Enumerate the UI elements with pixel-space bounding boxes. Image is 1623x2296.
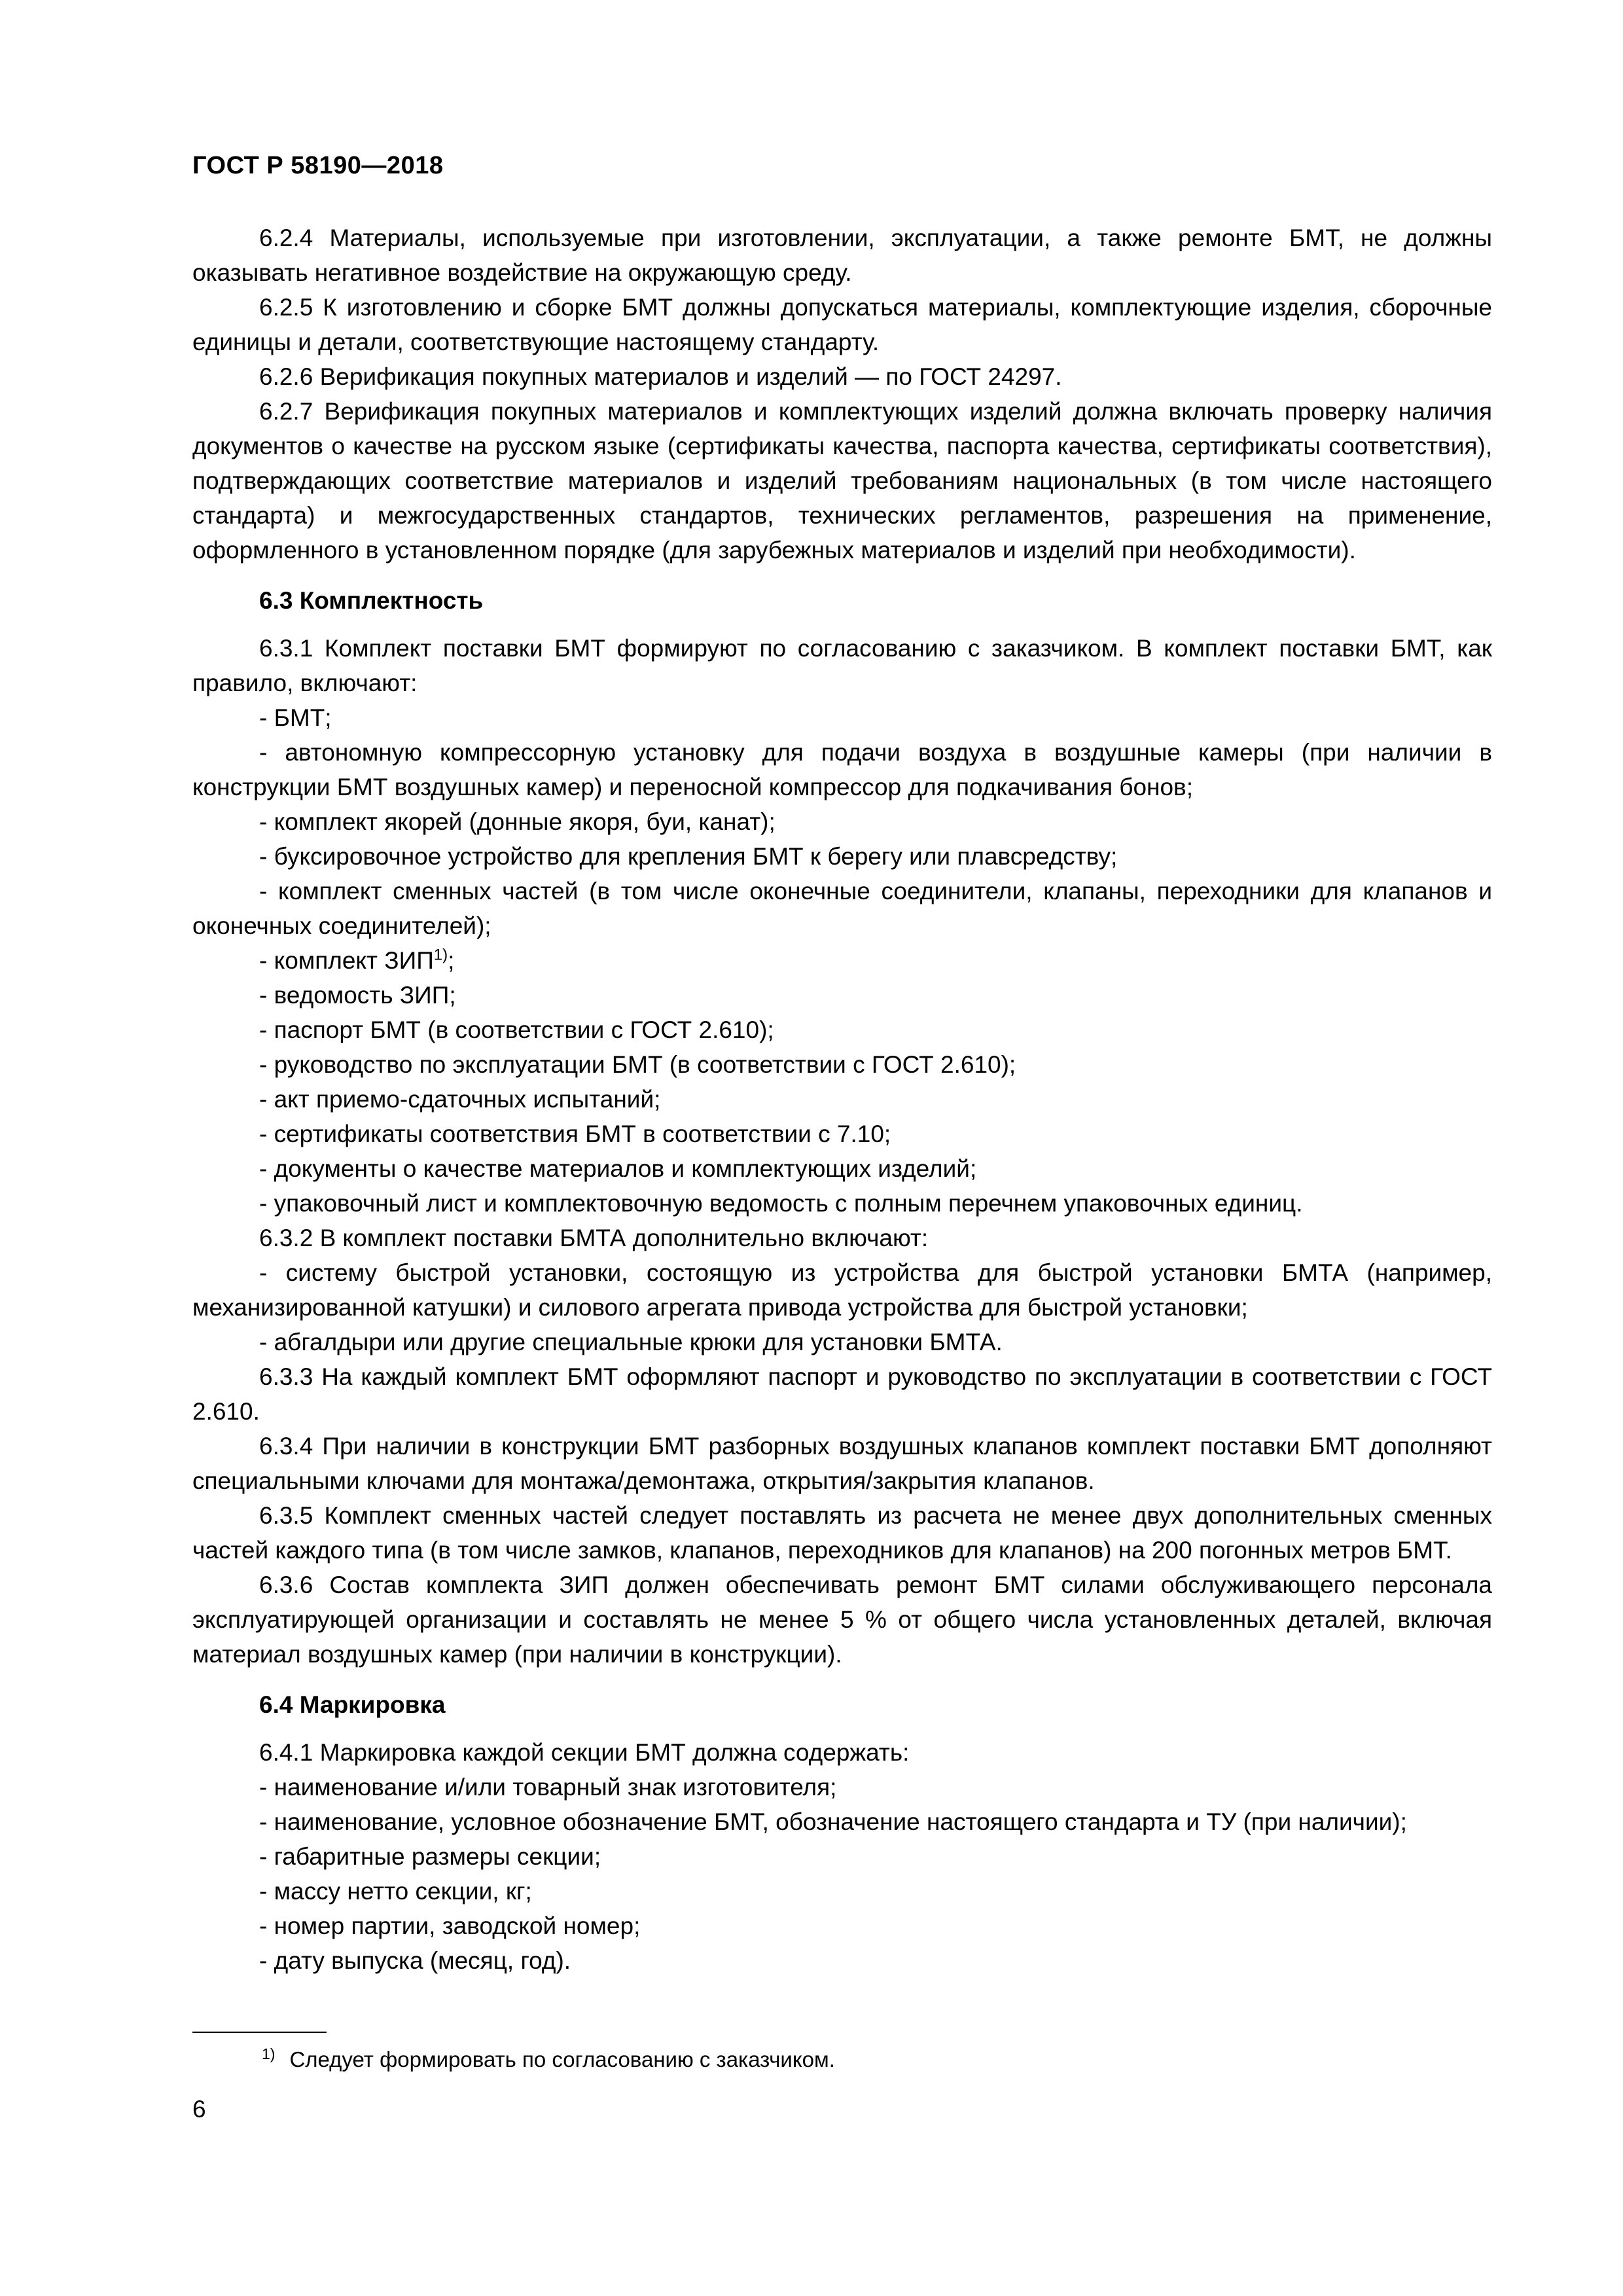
- paragraph-6-2-7: 6.2.7 Верификация покупных материалов и комплектующих изделий должна включать проверку наличия документов о качестве на русском языке (сертификаты качества, паспорта качества, сертификаты соответствия), подтверждающих соответствие материалов и изделий требованиям национальных (в том числе настоящего стандарта) и межгосударственных стандартов, технических регламентов, разрешения на применение, оформленного в установленном порядке (для зарубежных материалов и изделий при необходимости).: [192, 398, 1492, 564]
- paragraph-6-2-4: 6.2.4 Материалы, используемые при изготовлении, эксплуатации, а также ремонте БМТ, не должны оказывать негативное воздействие на окружающую среду.: [192, 224, 1492, 286]
- footnote-reference[interactable]: 1): [433, 946, 448, 964]
- section-heading-6-4: 6.4 Маркировка: [259, 1691, 446, 1718]
- list-item: - габаритные размеры секции;: [259, 1843, 601, 1870]
- paragraph-6-4-1: 6.4.1 Маркировка каждой секции БМТ должна содержать:: [259, 1739, 910, 1766]
- footnote-divider: [192, 2032, 327, 2033]
- list-item: - БМТ;: [259, 704, 332, 731]
- list-item: - ведомость ЗИП;: [259, 982, 456, 1009]
- footnote: [262, 2047, 835, 2072]
- page-body: [192, 221, 1492, 1978]
- list-item: - упаковочный лист и комплектовочную ведомость с полным перечнем упаковочных единиц.: [259, 1190, 1303, 1217]
- footnote-text: Следует формировать по согласованию с заказчиком.: [289, 2047, 835, 2072]
- list-item-zip-end: ;: [448, 947, 455, 974]
- paragraph-6-3-2: 6.3.2 В комплект поставки БМТА дополнительно включают:: [259, 1225, 929, 1251]
- list-item: - абгалдыри или другие специальные крюки для установки БМТА.: [259, 1329, 1003, 1355]
- list-item: - акт приемо-сдаточных испытаний;: [259, 1086, 661, 1113]
- document-header: ГОСТ Р 58190—2018: [192, 152, 444, 179]
- list-item: - документы о качестве материалов и комплектующих изделий;: [259, 1155, 977, 1182]
- list-item: - номер партии, заводской номер;: [259, 1912, 641, 1939]
- list-item: - наименование, условное обозначение БМТ, обозначение настоящего стандарта и ТУ (при наличии);: [259, 1808, 1407, 1835]
- list-item: - наименование и/или товарный знак изготовителя;: [259, 1774, 837, 1801]
- list-item: - автономную компрессорную установку для подачи воздуха в воздушные камеры (при наличии в конструкции БМТ воздушных камер) и переносной компрессор для подкачивания бонов;: [192, 739, 1492, 800]
- list-item: - систему быстрой установки, состоящую из устройства для быстрой установки БМТА (например, механизированной катушки) и силового агрегата привода устройства для быстрой установки;: [192, 1259, 1492, 1321]
- footnote-mark: 1): [262, 2045, 276, 2062]
- paragraph-6-2-6: 6.2.6 Верификация покупных материалов и изделий — по ГОСТ 24297.: [259, 363, 1062, 390]
- list-item: - комплект якорей (донные якоря, буи, канат);: [259, 808, 776, 835]
- paragraph-6-2-5: 6.2.5 К изготовлению и сборке БМТ должны допускаться материалы, комплектующие изделия, сборочные единицы и детали, соответствующие настоящему стандарту.: [192, 294, 1492, 355]
- page-number: 6: [192, 2096, 206, 2123]
- list-item: - паспорт БМТ (в соответствии с ГОСТ 2.610);: [259, 1016, 774, 1043]
- paragraph-6-3-3: 6.3.3 На каждый комплект БМТ оформляют паспорт и руководство по эксплуатации в соответствии с ГОСТ 2.610.: [192, 1363, 1492, 1425]
- list-item: - руководство по эксплуатации БМТ (в соответствии с ГОСТ 2.610);: [259, 1051, 1016, 1078]
- list-item: - сертификаты соответствия БМТ в соответствии с 7.10;: [259, 1121, 891, 1147]
- list-item-zip: [192, 943, 1492, 978]
- list-item-zip-text: - комплект ЗИП: [259, 947, 434, 974]
- list-item: - дату выпуска (месяц, год).: [259, 1947, 571, 1974]
- paragraph-6-3-1: 6.3.1 Комплект поставки БМТ формируют по согласованию с заказчиком. В комплект поставки БМТ, как правило, включают:: [192, 635, 1492, 696]
- paragraph-6-3-6: 6.3.6 Состав комплекта ЗИП должен обеспечивать ремонт БМТ силами обслуживающего персонала эксплуатирующей организации и составлять не менее 5 % от общего числа установленных деталей, включая материал воздушных камер (при наличии в конструкции).: [192, 1571, 1492, 1668]
- list-item: - комплект сменных частей (в том числе оконечные соединители, клапаны, переходники для клапанов и оконечных соединителей);: [192, 878, 1492, 939]
- paragraph-6-3-4: 6.3.4 При наличии в конструкции БМТ разборных воздушных клапанов комплект поставки БМТ дополняют специальными ключами для монтажа/демонтажа, открытия/закрытия клапанов.: [192, 1433, 1492, 1494]
- section-heading-6-3: 6.3 Комплектность: [259, 587, 484, 614]
- list-item: - массу нетто секции, кг;: [259, 1878, 532, 1905]
- paragraph-6-3-5: 6.3.5 Комплект сменных частей следует поставлять из расчета не менее двух дополнительных сменных частей каждого типа (в том числе замков, клапанов, переходников для клапанов) на 200 погонных метров БМТ.: [192, 1502, 1492, 1564]
- list-item: - буксировочное устройство для крепления БМТ к берегу или плавсредству;: [259, 843, 1118, 870]
